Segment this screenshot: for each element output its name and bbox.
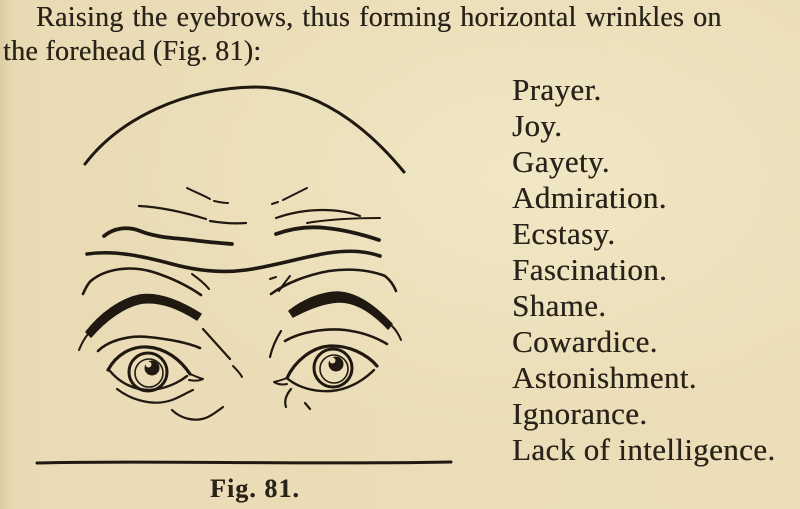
expression-list-item: Ecstasy.	[512, 216, 616, 251]
figure-caption: Fig. 81.	[210, 474, 300, 503]
figure-81-illustration	[20, 80, 460, 470]
forehead-wrinkles-upper	[139, 188, 380, 223]
expression-list-item: Lack of intelligence.	[512, 432, 776, 467]
left-eyebrow	[86, 294, 201, 337]
right-pupil-highlight	[330, 358, 336, 364]
expression-list-item: Gayety.	[512, 144, 610, 179]
right-eyebrow	[289, 292, 392, 329]
figure-baseline-rule	[37, 462, 451, 463]
expression-list-item: Joy.	[512, 108, 563, 143]
expression-list-item: Ignorance.	[512, 396, 648, 431]
expression-list-item: Astonishment.	[512, 360, 697, 395]
forehead-wrinkles-heavy	[83, 227, 396, 295]
under-eye-creases	[117, 389, 223, 420]
right-eye	[274, 346, 377, 391]
expression-list-item: Cowardice.	[512, 324, 658, 359]
expression-list-item: Fascination.	[512, 252, 668, 287]
expression-list-item: Shame.	[512, 288, 607, 323]
expression-list-item: Admiration.	[512, 180, 667, 215]
paragraph-line-2: the forehead (Fig. 81):	[3, 36, 262, 67]
left-lid-fold	[98, 337, 200, 351]
intro-paragraph	[0, 1, 800, 69]
left-eye	[108, 347, 203, 391]
head-dome	[85, 87, 404, 172]
nose-bridge-creases	[192, 274, 310, 409]
left-pupil-highlight	[146, 362, 152, 368]
expression-list	[512, 72, 798, 468]
left-eyebrow-tail	[79, 334, 88, 350]
expression-list-item: Prayer.	[512, 72, 602, 107]
right-lid-fold	[285, 329, 387, 344]
right-eyebrow-tail	[392, 326, 401, 340]
paragraph-line-1: Raising the eyebrows, thus forming horizontal wrinkles on	[36, 2, 722, 33]
face-line-drawing	[20, 80, 460, 470]
